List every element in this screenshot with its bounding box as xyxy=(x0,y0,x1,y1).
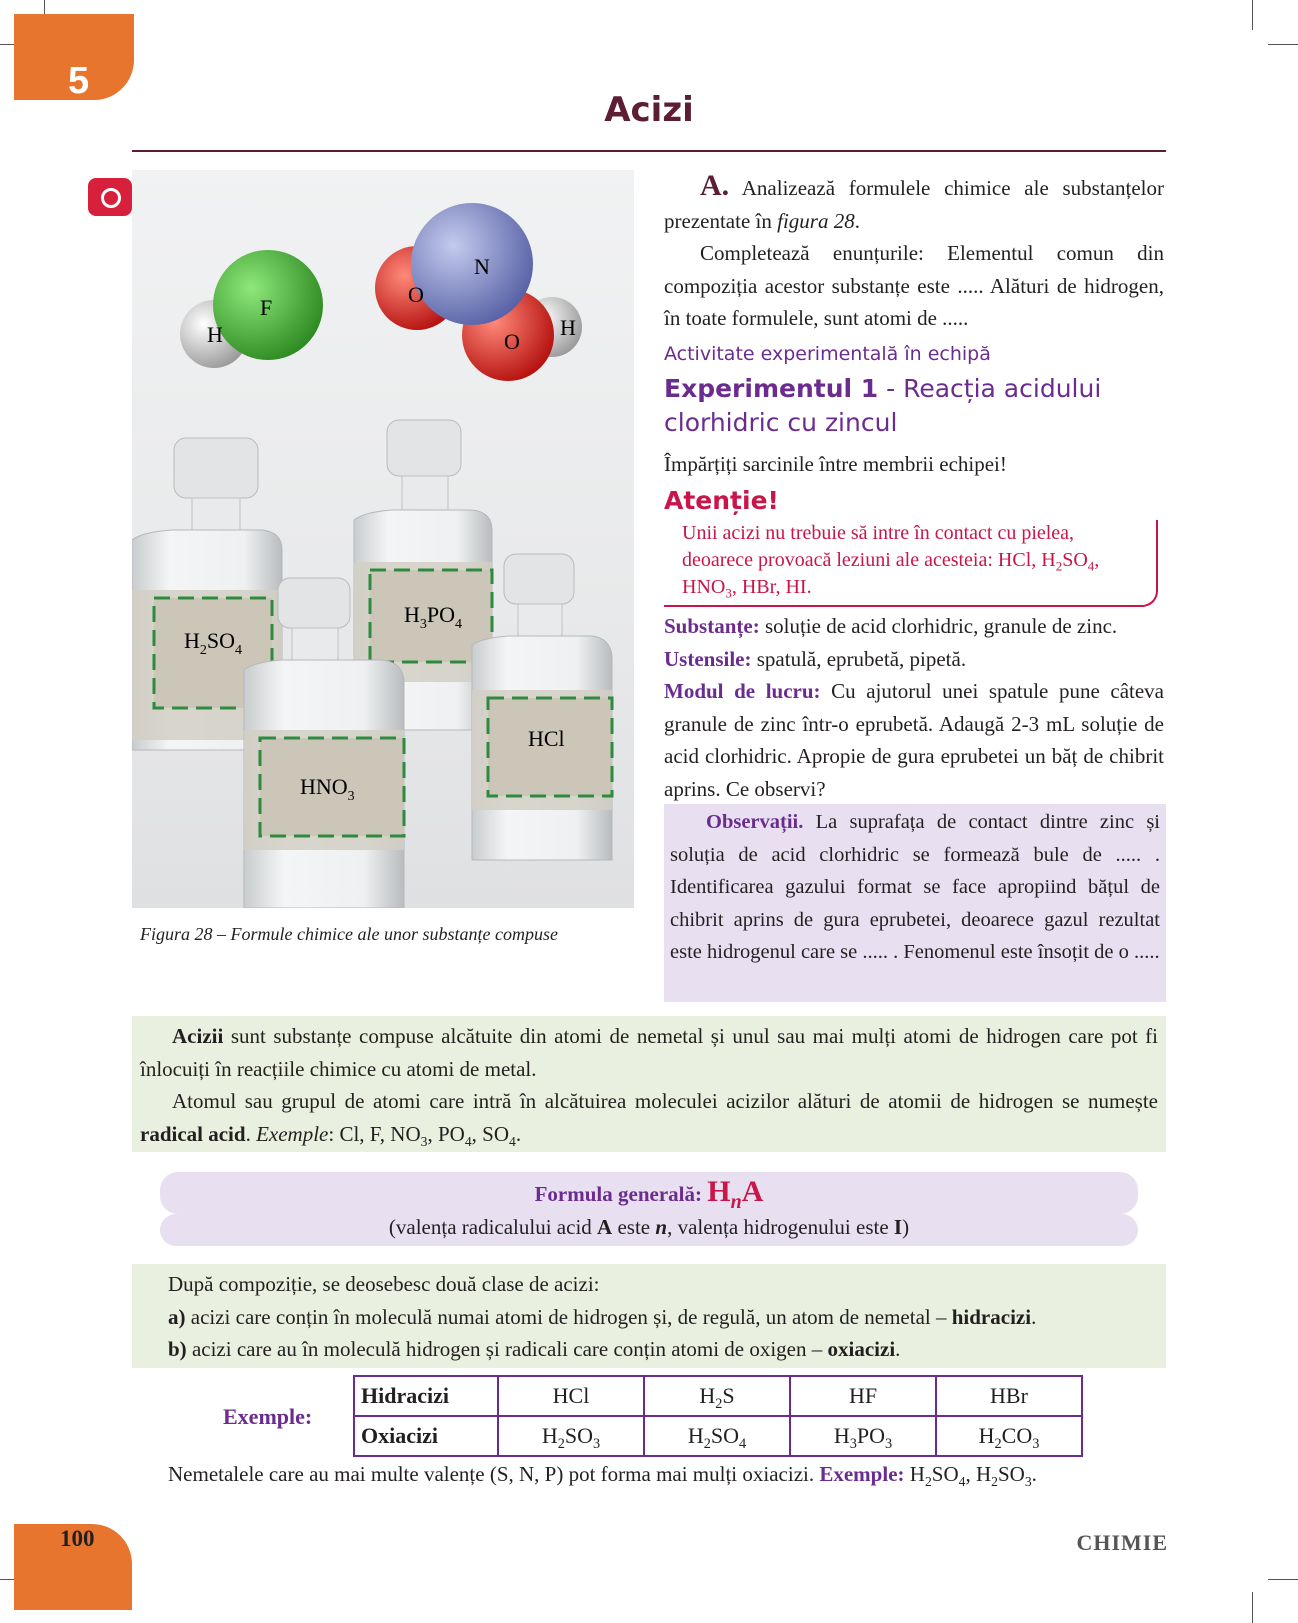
warning-box: Unii acizi nu trebuie să intre în contact cu pielea, deoarece provoacă leziuni ale acesteia: HCl, $H_2SO_4$, $HNO_3$, HBr, HI. xyxy=(664,520,1158,607)
atom-label: O xyxy=(408,282,424,307)
section-letter: A. xyxy=(700,169,730,202)
crop-mark xyxy=(44,0,45,14)
bottle-label: $H_3PO_4$ xyxy=(404,602,463,632)
subject-name: CHIMIE xyxy=(1076,1530,1168,1555)
table-cell: $H_2SO_4$ xyxy=(644,1416,790,1456)
table-cell: HBr xyxy=(936,1376,1082,1416)
crop-mark xyxy=(1268,1579,1298,1580)
row-header: Hidracizi xyxy=(354,1376,498,1416)
definition-radical: Atomul sau grupul de atomi care intră în alcătuirea moleculei acizilor alături de atomii de hidrogen se numește radical acid. Exemple: Cl, F, $NO_3$, $PO_4$, $SO_4$. xyxy=(140,1089,1158,1149)
table-cell: HCl xyxy=(498,1376,644,1416)
activity-label: Activitate experimentală în echipă xyxy=(664,343,991,365)
row-header: Oxiacizi xyxy=(354,1416,498,1456)
lab-details xyxy=(664,610,1164,805)
crop-mark xyxy=(1268,44,1298,45)
examples-table xyxy=(353,1375,1083,1457)
class-hydracids: a) acizi care conțin în moleculă numai atomi de hidrogen și, de regulă, un atom de nemetal – hidracizi. xyxy=(168,1304,1037,1329)
examples-label: Exemple: xyxy=(223,1404,313,1429)
table-cell: $H_2S$ xyxy=(644,1376,790,1416)
formula-note: (valența radicalului acid A este n, valența hidrogenului este I) xyxy=(388,1215,910,1239)
camera-icon[interactable] xyxy=(88,178,132,216)
table-cell: $H_2SO_3$ xyxy=(498,1416,644,1456)
figure-illustration xyxy=(132,170,634,908)
acid-classes-box xyxy=(132,1264,1166,1368)
crop-mark xyxy=(1252,1592,1253,1623)
figure-28 xyxy=(132,170,634,908)
substances: Substanțe: soluție de acid clorhidric, granule de zinc. xyxy=(664,614,1118,638)
section-a-completion: Completează enunțurile: Elementul comun din compoziția acestor substanțe este ..... Alături de hidrogen, în toate formulele, sunt atomi de ..... xyxy=(664,241,1164,330)
table-row xyxy=(354,1416,1082,1456)
definition-acids: Acizii sunt substanțe compuse alcătuite din atomi de nemetal și unul sau mai mulți atomi de hidrogen care pot fi înlocuiți în reacțiile chimice cu atomi de metal. xyxy=(140,1024,1158,1081)
atom-label: F xyxy=(260,295,273,320)
table-cell: $H_2CO_3$ xyxy=(936,1416,1082,1456)
table-cell: HF xyxy=(790,1376,936,1416)
table-row xyxy=(354,1376,1082,1416)
general-formula: Formula generală: $H_nA$ xyxy=(534,1175,764,1213)
tools: Ustensile: spatulă, eprubetă, pipetă. xyxy=(664,646,967,671)
atom-label: N xyxy=(474,254,490,279)
atom-label: O xyxy=(504,329,520,354)
page-title: Acizi xyxy=(604,90,694,130)
bottle-label: $HNO_3$ xyxy=(300,774,355,804)
method: Modul de lucru: Cu ajutorul unei spatule pune câteva granule de zinc într-o eprubetă. Adaugă 2-3 mL soluție de acid clorhidric. Apropie de gura eprubetei un băț de chibrit aprins. Ce observi? xyxy=(664,679,1164,801)
bottle-label: HCl xyxy=(528,726,565,751)
section-a-prompt: A. Analizează formulele chimice ale substanțelor prezentate în figura 28. xyxy=(664,169,1164,233)
class-oxyacids: b) acizi care au în moleculă hidrogen și radicali care conțin atomi de oxigen – oxiacizi. xyxy=(168,1337,901,1361)
atom-label: H xyxy=(207,322,223,347)
figure-caption: Figura 28 – Formule chimice ale unor substanțe compuse xyxy=(140,924,558,944)
page-number: 100 xyxy=(60,1526,95,1551)
classes-intro: După compoziție, se deosebesc două clase de acizi: xyxy=(168,1272,600,1296)
chapter-number: 5 xyxy=(68,60,90,102)
bottle-label: $H_2SO_4$ xyxy=(184,628,243,658)
definition-box xyxy=(132,1016,1166,1152)
section-a xyxy=(664,170,1164,335)
title-divider xyxy=(132,150,1166,152)
table-cell: $H_3PO_3$ xyxy=(790,1416,936,1456)
crop-mark xyxy=(1252,0,1253,30)
nitrogen-atom xyxy=(411,203,533,325)
share-tasks: Împărțiți sarcinile între membrii echipei! xyxy=(664,452,1007,476)
closing-note: Nemetalele care au mai multe valențe (S, N, P) pot forma mai mulți oxiacizi. Exemple: $H_2SO_4$, $H_2SO_3$. xyxy=(168,1462,1037,1489)
experiment-title: Experimentul 1 - Reacția acidului clorhidric cu zincul xyxy=(664,374,1102,437)
warning-title: Atenție! xyxy=(664,486,779,515)
atom-label: H xyxy=(560,315,576,340)
observations-box: Observații. La suprafața de contact dintre zinc și soluția de acid clorhidric se formează bule de ..... . Identificarea gazului format se face apropiind bățul de chibrit aprins de gura eprubetei, deoarece gazul rezultat este hidrogenul care se ..... . Fenomenul este însoțit de o ..... xyxy=(664,804,1166,1002)
